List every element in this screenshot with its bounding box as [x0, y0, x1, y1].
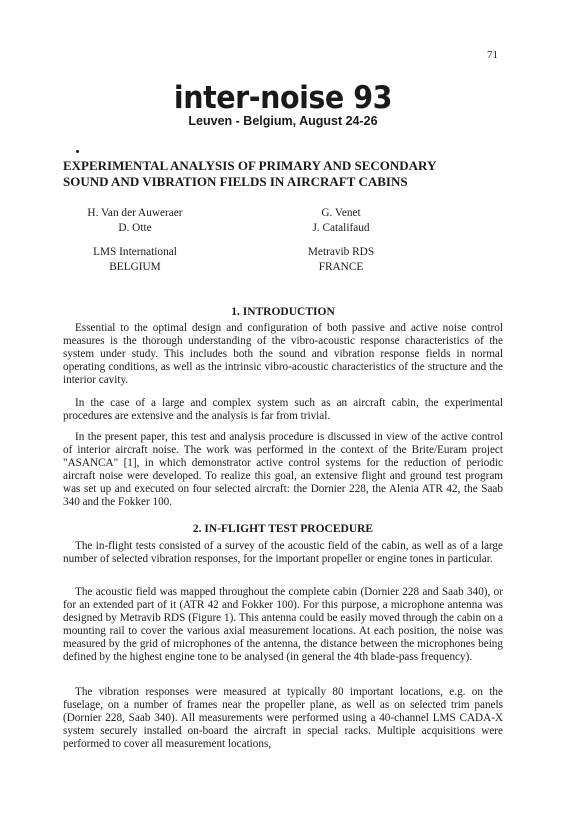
author-block-left [60, 206, 210, 274]
conference-venue: Leuven - Belgium, August 24-26 [188, 114, 378, 128]
paragraph: In the case of a large and complex system such as an aircraft cabin, the experimental procedures are extensive and the analysis is far from trivial. [63, 397, 503, 423]
title-line-1: EXPERIMENTAL ANALYSIS OF PRIMARY AND SECONDARY [63, 158, 437, 173]
section-heading-introduction: 1. INTRODUCTION [231, 306, 335, 318]
author-name: D. Otte [118, 221, 152, 234]
conference-logo: inter-noise 93 [173, 80, 393, 116]
author-name: J. Catalifaud [312, 221, 370, 234]
author-affiliation: Metravib RDS [307, 246, 375, 258]
section-heading-in-flight-test: 2. IN-FLIGHT TEST PROCEDURE [192, 523, 374, 535]
author-affiliation: LMS International [93, 246, 177, 258]
dot-mark [76, 150, 79, 153]
author-name: G. Venet [321, 207, 361, 219]
paragraph: The in-flight tests consisted of a survey of the acoustic field of the cabin, as well as of a large number of selected vibration responses, for the important propeller or engine tones in particular. [63, 540, 503, 566]
paragraph: Essential to the optimal design and configuration of both passive and active noise control measures is the thorough understanding of the vibro-acoustic response characteristics of the system under study. This includes both the sound and vibration response fields in normal operating conditions, as well as the intrinsic vibro-acoustic characteristics of the structure and the interior cavity. [63, 322, 503, 387]
paragraph: The acoustic field was mapped throughout the complete cabin (Dornier 228 and Saab 340), or for an extended part of it (ATR 42 and Fokker 100). For this purpose, a microphone antenna was designed by Metravib RDS (Figure 1). This antenna could be easily moved through the cabin on a mounting rail to cover the various axial measurement locations. At each position, the noise was measured by the grid of microphones of the antenna, the distance between the microphones being defined by the highest engine tone to be analysed (in general the 4th blade-pass frequency). [63, 586, 503, 664]
page-number: 71 [487, 49, 498, 61]
author-country: FRANCE [318, 260, 364, 273]
author-name: H. Van der Auweraer [87, 207, 183, 219]
paper-title [63, 158, 503, 190]
paragraph: The vibration responses were measured at typically 80 important locations, e.g. on the fuselage, on a number of frames near the propeller plane, as well as on selected trim panels (Dornier 228, Saab 340). All measurements were performed using a 40-channel LMS CADA-X system securely installed on-board the aircraft in special racks. Multiple acquisitions were performed to cover all measurement locations, [63, 686, 503, 751]
author-block-right [286, 206, 396, 274]
paragraph: In the present paper, this test and analysis procedure is discussed in view of the active control of interior aircraft noise. The work was performed in the context of the Brite/Euram project "ASANCA" [1], in which demonstrator active control systems for the reduction of periodic aircraft noise were developed. To realize this goal, an extensive flight and ground test program was set up and executed on four selected aircraft: the Dornier 228, the Alenia ATR 42, the Saab 340 and the Fokker 100. [63, 431, 503, 509]
title-line-2: SOUND AND VIBRATION FIELDS IN AIRCRAFT CABINS [63, 174, 408, 189]
author-country: BELGIUM [109, 260, 161, 273]
